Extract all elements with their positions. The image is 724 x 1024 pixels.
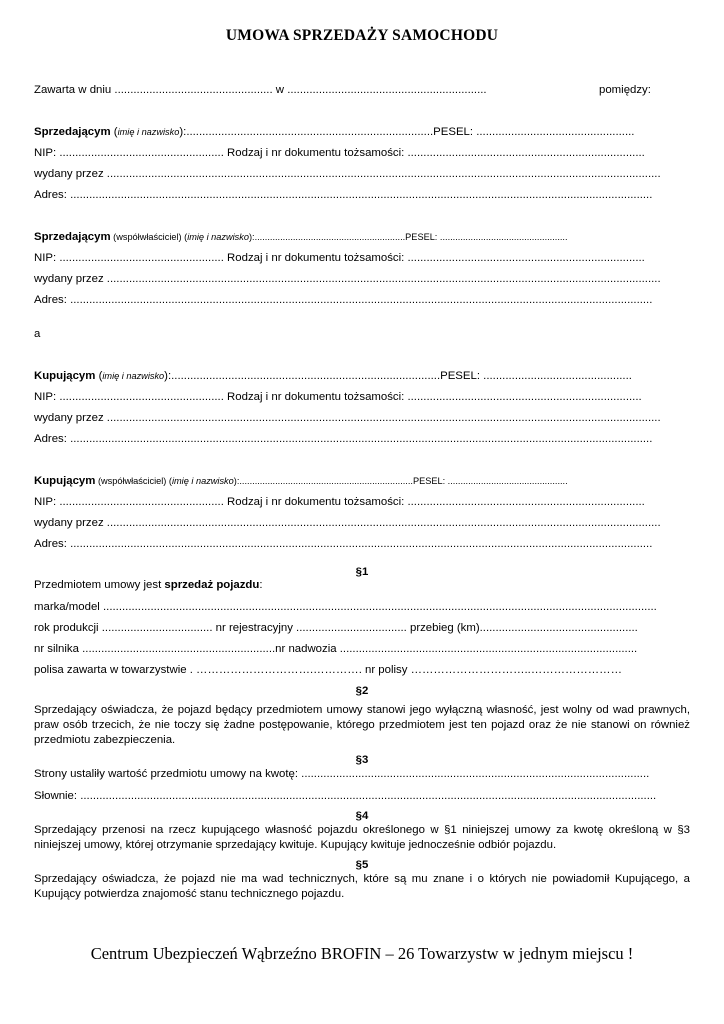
engine-body-line: nr silnika .............................................................nr nadwozia .............................................................................................. xyxy=(34,643,638,655)
between-label: pomiędzy: xyxy=(599,84,651,96)
cobuyer-nip-line: NIP: .................................................... Rodzaj i nr dokumentu tożsamości: ........................................................................... xyxy=(34,496,645,508)
cobuyer-issued-line: wydany przez ............................................................................................................................................................................... xyxy=(34,517,661,529)
name-hint: imię i nazwisko xyxy=(117,127,180,137)
coseller-label: Sprzedającym xyxy=(34,231,111,243)
section-5-heading: §5 xyxy=(355,859,369,871)
coseller-address-line: Adres: ........................................................................................................................................................................................ xyxy=(34,294,653,306)
section-5-text: Sprzedający oświadcza, że pojazd nie ma wad technicznych, które są mu znane i o których nie powiadomił Kupującego, a Kupujący potwierdza znajomość stanu technicznego pojazdu. xyxy=(34,873,690,900)
contract-date-place: Zawarta w dniu .................................................. w ............................................................... xyxy=(34,84,487,96)
value-words-line: Słownie: ...................................................................................................................................................................................... xyxy=(34,790,657,802)
policy-line: polisa zawarta w towarzystwie . ………………………….…………. nr polisy …………………………..…………………… xyxy=(34,664,622,676)
conjunction: a xyxy=(34,328,41,340)
section-1-heading: §1 xyxy=(355,566,369,578)
buyer-address-line: Adres: ........................................................................................................................................................................................ xyxy=(34,433,653,445)
cobuyer-address-line: Adres: ........................................................................................................................................................................................ xyxy=(34,538,653,550)
seller-address-line: Adres: ........................................................................................................................................................................................ xyxy=(34,189,653,201)
name-hint: imię i nazwisko xyxy=(187,232,249,242)
subject-line: Przedmiotem umowy jest sprzedaż pojazdu: xyxy=(34,579,263,591)
buyer-name-line: Kupującym (imię i nazwisko):.....................................................................................PESEL: ............................................... xyxy=(34,370,632,382)
buyer-issued-line: wydany przez ............................................................................................................................................................................... xyxy=(34,412,661,424)
coseller-name-line: Sprzedającym (współwłaściciel) (imię i nazwisko):...........................................................PESEL: .................................................. xyxy=(34,231,568,243)
make-model-line: marka/model ............................................................................................................................................................................... xyxy=(34,601,657,613)
section-4-heading: §4 xyxy=(355,810,369,822)
name-hint: imię i nazwisko xyxy=(171,476,234,486)
seller-label: Sprzedającym xyxy=(34,126,111,138)
buyer-label: Kupującym xyxy=(34,370,96,382)
section-4-text: Sprzedający przenosi na rzecz kupującego własność pojazdu określonego w §1 niniejszej umowy za kwotę określoną w §3 niniejszej umowy, której otrzymanie sprzedający kwituje. Kupujący kwituje jednocześnie odbiór pojazdu. xyxy=(34,824,690,851)
seller-nip-line: NIP: .................................................... Rodzaj i nr dokumentu tożsamości: ........................................................................... xyxy=(34,147,645,159)
coseller-issued-line: wydany przez ............................................................................................................................................................................... xyxy=(34,273,661,285)
cobuyer-name-line: Kupującym (współwłaściciel) (imię i nazwisko):....................................................................PESEL: ............................................... xyxy=(34,475,568,487)
coseller-nip-line: NIP: .................................................... Rodzaj i nr dokumentu tożsamości: ........................................................................... xyxy=(34,252,645,264)
cobuyer-label: Kupującym xyxy=(34,475,96,487)
seller-name-line: Sprzedającym (imię i nazwisko):..............................................................................PESEL: .................................................. xyxy=(34,126,635,138)
footer-advert: Centrum Ubezpieczeń Wąbrzeźno BROFIN – 26 Towarzystw w jednym miejscu ! xyxy=(90,944,634,963)
seller-issued-line: wydany przez ............................................................................................................................................................................... xyxy=(34,168,661,180)
section-2-heading: §2 xyxy=(355,685,369,697)
section-2-text: Sprzedający oświadcza, że pojazd będący przedmiotem umowy stanowi jego wyłączną własność, jest wolny od wad prawnych, praw osób trzecich, że nie toczy się żadne postępowanie, którego przedmiotem jest ten pojazd oraz że nie stanowi on również przedmiotu zabezpieczenia. xyxy=(34,704,690,746)
year-registration-line: rok produkcji ................................... nr rejestracyjny ................................... przebieg (km).................................................. xyxy=(34,622,638,634)
name-hint: imię i nazwisko xyxy=(102,371,165,381)
section-3-heading: §3 xyxy=(355,754,369,766)
buyer-nip-line: NIP: .................................................... Rodzaj i nr dokumentu tożsamości: .......................................................................... xyxy=(34,391,642,403)
document-title: UMOWA SPRZEDAŻY SAMOCHODU xyxy=(225,27,499,44)
value-line: Strony ustaliły wartość przedmiotu umowy na kwotę: .............................................................................................................. xyxy=(34,768,650,780)
